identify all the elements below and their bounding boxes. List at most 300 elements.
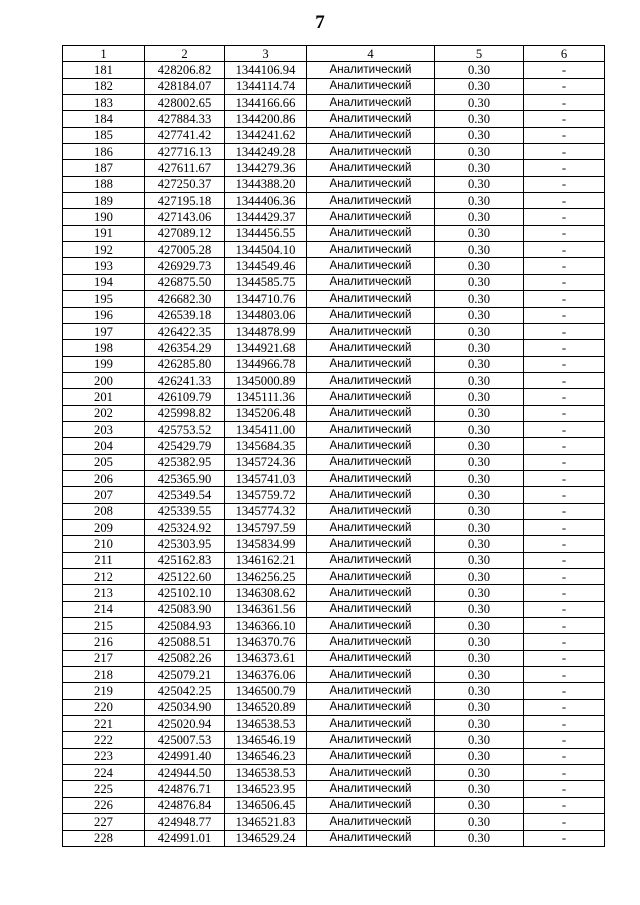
note-cell: -: [524, 438, 605, 454]
point-number-cell: 208: [63, 503, 145, 519]
y-coordinate-cell: 1344200.86: [225, 111, 307, 127]
x-coordinate-cell: 424876.84: [145, 797, 225, 813]
table-header: [63, 46, 605, 62]
note-cell: -: [524, 405, 605, 421]
method-cell: Аналитический: [307, 830, 435, 846]
accuracy-cell: 0.30: [435, 634, 524, 650]
accuracy-cell: 0.30: [435, 765, 524, 781]
y-coordinate-cell: 1345759.72: [225, 487, 307, 503]
x-coordinate-cell: 425042.25: [145, 683, 225, 699]
x-coordinate-cell: 428206.82: [145, 62, 225, 78]
accuracy-cell: 0.30: [435, 454, 524, 470]
table-row: [63, 209, 605, 225]
note-cell: -: [524, 274, 605, 290]
point-number-cell: 199: [63, 356, 145, 372]
accuracy-cell: 0.30: [435, 667, 524, 683]
header-row: [63, 46, 605, 62]
y-coordinate-cell: 1346376.06: [225, 667, 307, 683]
table-row: [63, 569, 605, 585]
note-cell: -: [524, 536, 605, 552]
point-number-cell: 225: [63, 781, 145, 797]
point-number-cell: 185: [63, 127, 145, 143]
note-cell: -: [524, 127, 605, 143]
point-number-cell: 193: [63, 258, 145, 274]
accuracy-cell: 0.30: [435, 585, 524, 601]
table-row: [63, 470, 605, 486]
column-header-3: 3: [225, 46, 307, 62]
note-cell: -: [524, 683, 605, 699]
method-cell: Аналитический: [307, 650, 435, 666]
table-row: [63, 340, 605, 356]
x-coordinate-cell: 426682.30: [145, 291, 225, 307]
point-number-cell: 186: [63, 144, 145, 160]
note-cell: -: [524, 307, 605, 323]
point-number-cell: 187: [63, 160, 145, 176]
note-cell: -: [524, 389, 605, 405]
method-cell: Аналитический: [307, 225, 435, 241]
point-number-cell: 224: [63, 765, 145, 781]
accuracy-cell: 0.30: [435, 193, 524, 209]
column-header-4: 4: [307, 46, 435, 62]
point-number-cell: 211: [63, 552, 145, 568]
note-cell: -: [524, 503, 605, 519]
accuracy-cell: 0.30: [435, 307, 524, 323]
note-cell: -: [524, 487, 605, 503]
x-coordinate-cell: 426354.29: [145, 340, 225, 356]
note-cell: -: [524, 699, 605, 715]
method-cell: Аналитический: [307, 372, 435, 388]
point-number-cell: 206: [63, 470, 145, 486]
accuracy-cell: 0.30: [435, 78, 524, 94]
accuracy-cell: 0.30: [435, 176, 524, 192]
x-coordinate-cell: 427716.13: [145, 144, 225, 160]
accuracy-cell: 0.30: [435, 144, 524, 160]
note-cell: -: [524, 421, 605, 437]
method-cell: Аналитический: [307, 781, 435, 797]
accuracy-cell: 0.30: [435, 748, 524, 764]
table-row: [63, 307, 605, 323]
x-coordinate-cell: 425083.90: [145, 601, 225, 617]
point-number-cell: 219: [63, 683, 145, 699]
table-row: [63, 193, 605, 209]
note-cell: -: [524, 78, 605, 94]
x-coordinate-cell: 424948.77: [145, 814, 225, 830]
note-cell: -: [524, 144, 605, 160]
table-row: [63, 716, 605, 732]
table-row: [63, 585, 605, 601]
table-row: [63, 814, 605, 830]
y-coordinate-cell: 1346361.56: [225, 601, 307, 617]
x-coordinate-cell: 425079.21: [145, 667, 225, 683]
method-cell: Аналитический: [307, 62, 435, 78]
point-number-cell: 221: [63, 716, 145, 732]
x-coordinate-cell: 427611.67: [145, 160, 225, 176]
table-row: [63, 699, 605, 715]
x-coordinate-cell: 425162.83: [145, 552, 225, 568]
x-coordinate-cell: 424991.40: [145, 748, 225, 764]
y-coordinate-cell: 1344803.06: [225, 307, 307, 323]
note-cell: -: [524, 569, 605, 585]
point-number-cell: 216: [63, 634, 145, 650]
point-number-cell: 207: [63, 487, 145, 503]
method-cell: Аналитический: [307, 732, 435, 748]
y-coordinate-cell: 1344241.62: [225, 127, 307, 143]
column-header-6: 6: [524, 46, 605, 62]
x-coordinate-cell: 427089.12: [145, 225, 225, 241]
y-coordinate-cell: 1345684.35: [225, 438, 307, 454]
x-coordinate-cell: 425365.90: [145, 470, 225, 486]
y-coordinate-cell: 1344166.66: [225, 95, 307, 111]
point-number-cell: 204: [63, 438, 145, 454]
accuracy-cell: 0.30: [435, 274, 524, 290]
note-cell: -: [524, 830, 605, 846]
point-number-cell: 223: [63, 748, 145, 764]
accuracy-cell: 0.30: [435, 683, 524, 699]
table-row: [63, 405, 605, 421]
note-cell: -: [524, 814, 605, 830]
y-coordinate-cell: 1344549.46: [225, 258, 307, 274]
note-cell: -: [524, 258, 605, 274]
y-coordinate-cell: 1346523.95: [225, 781, 307, 797]
table-row: [63, 242, 605, 258]
x-coordinate-cell: 425088.51: [145, 634, 225, 650]
method-cell: Аналитический: [307, 519, 435, 535]
y-coordinate-cell: 1346520.89: [225, 699, 307, 715]
y-coordinate-cell: 1344429.37: [225, 209, 307, 225]
column-header-2: 2: [145, 46, 225, 62]
accuracy-cell: 0.30: [435, 160, 524, 176]
point-number-cell: 184: [63, 111, 145, 127]
point-number-cell: 195: [63, 291, 145, 307]
note-cell: -: [524, 356, 605, 372]
method-cell: Аналитический: [307, 144, 435, 160]
y-coordinate-cell: 1344249.28: [225, 144, 307, 160]
accuracy-cell: 0.30: [435, 209, 524, 225]
x-coordinate-cell: 425102.10: [145, 585, 225, 601]
accuracy-cell: 0.30: [435, 258, 524, 274]
method-cell: Аналитический: [307, 421, 435, 437]
method-cell: Аналитический: [307, 683, 435, 699]
table-row: [63, 176, 605, 192]
point-number-cell: 203: [63, 421, 145, 437]
method-cell: Аналитический: [307, 585, 435, 601]
y-coordinate-cell: 1344966.78: [225, 356, 307, 372]
method-cell: Аналитический: [307, 323, 435, 339]
accuracy-cell: 0.30: [435, 487, 524, 503]
method-cell: Аналитический: [307, 814, 435, 830]
point-number-cell: 198: [63, 340, 145, 356]
x-coordinate-cell: 428002.65: [145, 95, 225, 111]
note-cell: -: [524, 111, 605, 127]
y-coordinate-cell: 1346308.62: [225, 585, 307, 601]
y-coordinate-cell: 1344388.20: [225, 176, 307, 192]
x-coordinate-cell: 425339.55: [145, 503, 225, 519]
note-cell: -: [524, 225, 605, 241]
method-cell: Аналитический: [307, 127, 435, 143]
accuracy-cell: 0.30: [435, 797, 524, 813]
method-cell: Аналитический: [307, 356, 435, 372]
y-coordinate-cell: 1346366.10: [225, 618, 307, 634]
note-cell: -: [524, 176, 605, 192]
x-coordinate-cell: 427143.06: [145, 209, 225, 225]
table-row: [63, 95, 605, 111]
method-cell: Аналитический: [307, 242, 435, 258]
x-coordinate-cell: 424991.01: [145, 830, 225, 846]
x-coordinate-cell: 425382.95: [145, 454, 225, 470]
table-row: [63, 503, 605, 519]
point-number-cell: 228: [63, 830, 145, 846]
x-coordinate-cell: 427005.28: [145, 242, 225, 258]
table-body: [63, 62, 605, 847]
x-coordinate-cell: 425998.82: [145, 405, 225, 421]
method-cell: Аналитический: [307, 552, 435, 568]
y-coordinate-cell: 1346546.23: [225, 748, 307, 764]
accuracy-cell: 0.30: [435, 519, 524, 535]
accuracy-cell: 0.30: [435, 569, 524, 585]
accuracy-cell: 0.30: [435, 536, 524, 552]
y-coordinate-cell: 1344456.55: [225, 225, 307, 241]
table-row: [63, 519, 605, 535]
x-coordinate-cell: 427884.33: [145, 111, 225, 127]
x-coordinate-cell: 428184.07: [145, 78, 225, 94]
table-row: [63, 797, 605, 813]
method-cell: Аналитический: [307, 569, 435, 585]
note-cell: -: [524, 797, 605, 813]
y-coordinate-cell: 1344279.36: [225, 160, 307, 176]
y-coordinate-cell: 1344406.36: [225, 193, 307, 209]
x-coordinate-cell: 426241.33: [145, 372, 225, 388]
table-row: [63, 552, 605, 568]
point-number-cell: 210: [63, 536, 145, 552]
table-row: [63, 830, 605, 846]
x-coordinate-cell: 425082.26: [145, 650, 225, 666]
table-row: [63, 601, 605, 617]
accuracy-cell: 0.30: [435, 356, 524, 372]
note-cell: -: [524, 323, 605, 339]
x-coordinate-cell: 425084.93: [145, 618, 225, 634]
y-coordinate-cell: 1344504.10: [225, 242, 307, 258]
accuracy-cell: 0.30: [435, 650, 524, 666]
method-cell: Аналитический: [307, 111, 435, 127]
table-row: [63, 78, 605, 94]
method-cell: Аналитический: [307, 601, 435, 617]
point-number-cell: 182: [63, 78, 145, 94]
note-cell: -: [524, 716, 605, 732]
y-coordinate-cell: 1344878.99: [225, 323, 307, 339]
point-number-cell: 209: [63, 519, 145, 535]
table-row: [63, 438, 605, 454]
point-number-cell: 189: [63, 193, 145, 209]
point-number-cell: 197: [63, 323, 145, 339]
accuracy-cell: 0.30: [435, 127, 524, 143]
coordinates-table: [62, 45, 605, 847]
y-coordinate-cell: 1345411.00: [225, 421, 307, 437]
point-number-cell: 215: [63, 618, 145, 634]
method-cell: Аналитический: [307, 618, 435, 634]
y-coordinate-cell: 1344114.74: [225, 78, 307, 94]
y-coordinate-cell: 1346370.76: [225, 634, 307, 650]
point-number-cell: 217: [63, 650, 145, 666]
note-cell: -: [524, 454, 605, 470]
point-number-cell: 222: [63, 732, 145, 748]
column-header-5: 5: [435, 46, 524, 62]
table-row: [63, 225, 605, 241]
note-cell: -: [524, 95, 605, 111]
point-number-cell: 188: [63, 176, 145, 192]
accuracy-cell: 0.30: [435, 225, 524, 241]
point-number-cell: 181: [63, 62, 145, 78]
table-row: [63, 732, 605, 748]
table-row: [63, 683, 605, 699]
column-header-1: 1: [63, 46, 145, 62]
method-cell: Аналитический: [307, 748, 435, 764]
method-cell: Аналитический: [307, 699, 435, 715]
accuracy-cell: 0.30: [435, 438, 524, 454]
table-row: [63, 111, 605, 127]
x-coordinate-cell: 425753.52: [145, 421, 225, 437]
note-cell: -: [524, 519, 605, 535]
note-cell: -: [524, 470, 605, 486]
table-row: [63, 258, 605, 274]
point-number-cell: 227: [63, 814, 145, 830]
accuracy-cell: 0.30: [435, 814, 524, 830]
point-number-cell: 194: [63, 274, 145, 290]
x-coordinate-cell: 425007.53: [145, 732, 225, 748]
method-cell: Аналитический: [307, 470, 435, 486]
accuracy-cell: 0.30: [435, 389, 524, 405]
point-number-cell: 196: [63, 307, 145, 323]
method-cell: Аналитический: [307, 438, 435, 454]
method-cell: Аналитический: [307, 274, 435, 290]
x-coordinate-cell: 424876.71: [145, 781, 225, 797]
point-number-cell: 191: [63, 225, 145, 241]
accuracy-cell: 0.30: [435, 421, 524, 437]
x-coordinate-cell: 425122.60: [145, 569, 225, 585]
x-coordinate-cell: 425324.92: [145, 519, 225, 535]
x-coordinate-cell: 425020.94: [145, 716, 225, 732]
note-cell: -: [524, 585, 605, 601]
y-coordinate-cell: 1345111.36: [225, 389, 307, 405]
table-row: [63, 356, 605, 372]
note-cell: -: [524, 634, 605, 650]
method-cell: Аналитический: [307, 209, 435, 225]
table-row: [63, 127, 605, 143]
x-coordinate-cell: 425034.90: [145, 699, 225, 715]
accuracy-cell: 0.30: [435, 291, 524, 307]
y-coordinate-cell: 1345206.48: [225, 405, 307, 421]
table-row: [63, 160, 605, 176]
table-row: [63, 291, 605, 307]
accuracy-cell: 0.30: [435, 470, 524, 486]
table-row: [63, 536, 605, 552]
x-coordinate-cell: 427250.37: [145, 176, 225, 192]
point-number-cell: 202: [63, 405, 145, 421]
note-cell: -: [524, 242, 605, 258]
note-cell: -: [524, 667, 605, 683]
y-coordinate-cell: 1345797.59: [225, 519, 307, 535]
y-coordinate-cell: 1346546.19: [225, 732, 307, 748]
note-cell: -: [524, 193, 605, 209]
accuracy-cell: 0.30: [435, 242, 524, 258]
table-row: [63, 62, 605, 78]
point-number-cell: 201: [63, 389, 145, 405]
table-row: [63, 274, 605, 290]
table-row: [63, 765, 605, 781]
note-cell: -: [524, 650, 605, 666]
note-cell: -: [524, 765, 605, 781]
table-row: [63, 372, 605, 388]
point-number-cell: 218: [63, 667, 145, 683]
method-cell: Аналитический: [307, 176, 435, 192]
accuracy-cell: 0.30: [435, 699, 524, 715]
table-row: [63, 421, 605, 437]
accuracy-cell: 0.30: [435, 601, 524, 617]
method-cell: Аналитический: [307, 634, 435, 650]
point-number-cell: 192: [63, 242, 145, 258]
method-cell: Аналитический: [307, 667, 435, 683]
method-cell: Аналитический: [307, 487, 435, 503]
y-coordinate-cell: 1345000.89: [225, 372, 307, 388]
note-cell: -: [524, 781, 605, 797]
accuracy-cell: 0.30: [435, 340, 524, 356]
method-cell: Аналитический: [307, 454, 435, 470]
method-cell: Аналитический: [307, 503, 435, 519]
x-coordinate-cell: 427195.18: [145, 193, 225, 209]
method-cell: Аналитический: [307, 389, 435, 405]
method-cell: Аналитический: [307, 797, 435, 813]
y-coordinate-cell: 1344106.94: [225, 62, 307, 78]
y-coordinate-cell: 1344585.75: [225, 274, 307, 290]
note-cell: -: [524, 340, 605, 356]
point-number-cell: 214: [63, 601, 145, 617]
y-coordinate-cell: 1344710.76: [225, 291, 307, 307]
accuracy-cell: 0.30: [435, 618, 524, 634]
table-row: [63, 650, 605, 666]
note-cell: -: [524, 748, 605, 764]
point-number-cell: 213: [63, 585, 145, 601]
table-row: [63, 634, 605, 650]
accuracy-cell: 0.30: [435, 62, 524, 78]
accuracy-cell: 0.30: [435, 552, 524, 568]
x-coordinate-cell: 424944.50: [145, 765, 225, 781]
accuracy-cell: 0.30: [435, 781, 524, 797]
table-row: [63, 781, 605, 797]
accuracy-cell: 0.30: [435, 732, 524, 748]
method-cell: Аналитический: [307, 716, 435, 732]
note-cell: -: [524, 209, 605, 225]
method-cell: Аналитический: [307, 160, 435, 176]
accuracy-cell: 0.30: [435, 830, 524, 846]
table-row: [63, 389, 605, 405]
point-number-cell: 190: [63, 209, 145, 225]
note-cell: -: [524, 62, 605, 78]
y-coordinate-cell: 1346506.45: [225, 797, 307, 813]
table-row: [63, 487, 605, 503]
accuracy-cell: 0.30: [435, 372, 524, 388]
method-cell: Аналитический: [307, 405, 435, 421]
accuracy-cell: 0.30: [435, 111, 524, 127]
x-coordinate-cell: 426929.73: [145, 258, 225, 274]
point-number-cell: 220: [63, 699, 145, 715]
y-coordinate-cell: 1345834.99: [225, 536, 307, 552]
accuracy-cell: 0.30: [435, 716, 524, 732]
y-coordinate-cell: 1346256.25: [225, 569, 307, 585]
note-cell: -: [524, 618, 605, 634]
point-number-cell: 212: [63, 569, 145, 585]
y-coordinate-cell: 1346162.21: [225, 552, 307, 568]
x-coordinate-cell: 425349.54: [145, 487, 225, 503]
x-coordinate-cell: 426539.18: [145, 307, 225, 323]
